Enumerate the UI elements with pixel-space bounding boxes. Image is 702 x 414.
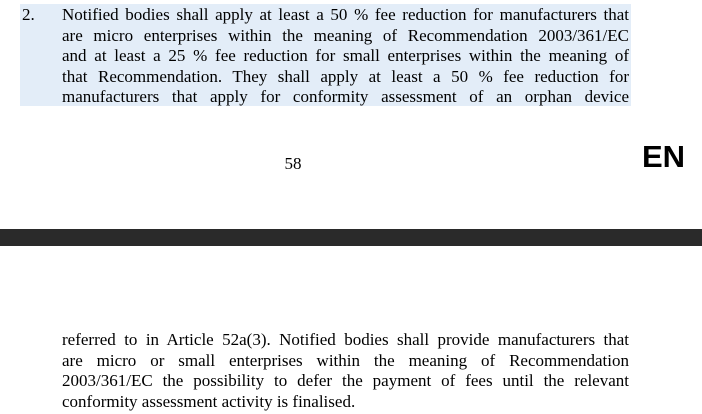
paragraph-line: are micro enterprises within the meaning of Recommendation 2003/361/EC — [62, 25, 629, 45]
paragraph-continuation[interactable] — [62, 330, 629, 412]
paragraph-line: 2003/361/EC the possibility to defer the payment of fees until the relevant — [62, 371, 629, 391]
page-number: 58 — [284, 154, 302, 173]
paragraph-line: are micro or small enterprises within the meaning of Recommendation — [62, 350, 629, 370]
paragraph-line: that Recommendation. They shall apply at least a 50 % fee reduction for — [62, 66, 629, 86]
paragraph-line: conformity assessment activity is finalised. — [62, 391, 356, 411]
paragraph-line: and at least a 25 % fee reduction for small enterprises within the meaning of — [62, 46, 629, 66]
paragraph-line: Notified bodies shall apply at least a 50 % fee reduction for manufacturers that — [62, 5, 629, 24]
paragraph-line: manufacturers that apply for conformity assessment of an orphan device — [62, 87, 629, 107]
paragraph-line: referred to in Article 52a(3). Notified bodies shall provide manufacturers that — [62, 330, 629, 349]
paragraph-number: 2. — [22, 5, 35, 24]
page-separator — [0, 229, 702, 246]
language-label: EN — [642, 139, 686, 174]
paragraph-text[interactable] — [62, 5, 629, 108]
